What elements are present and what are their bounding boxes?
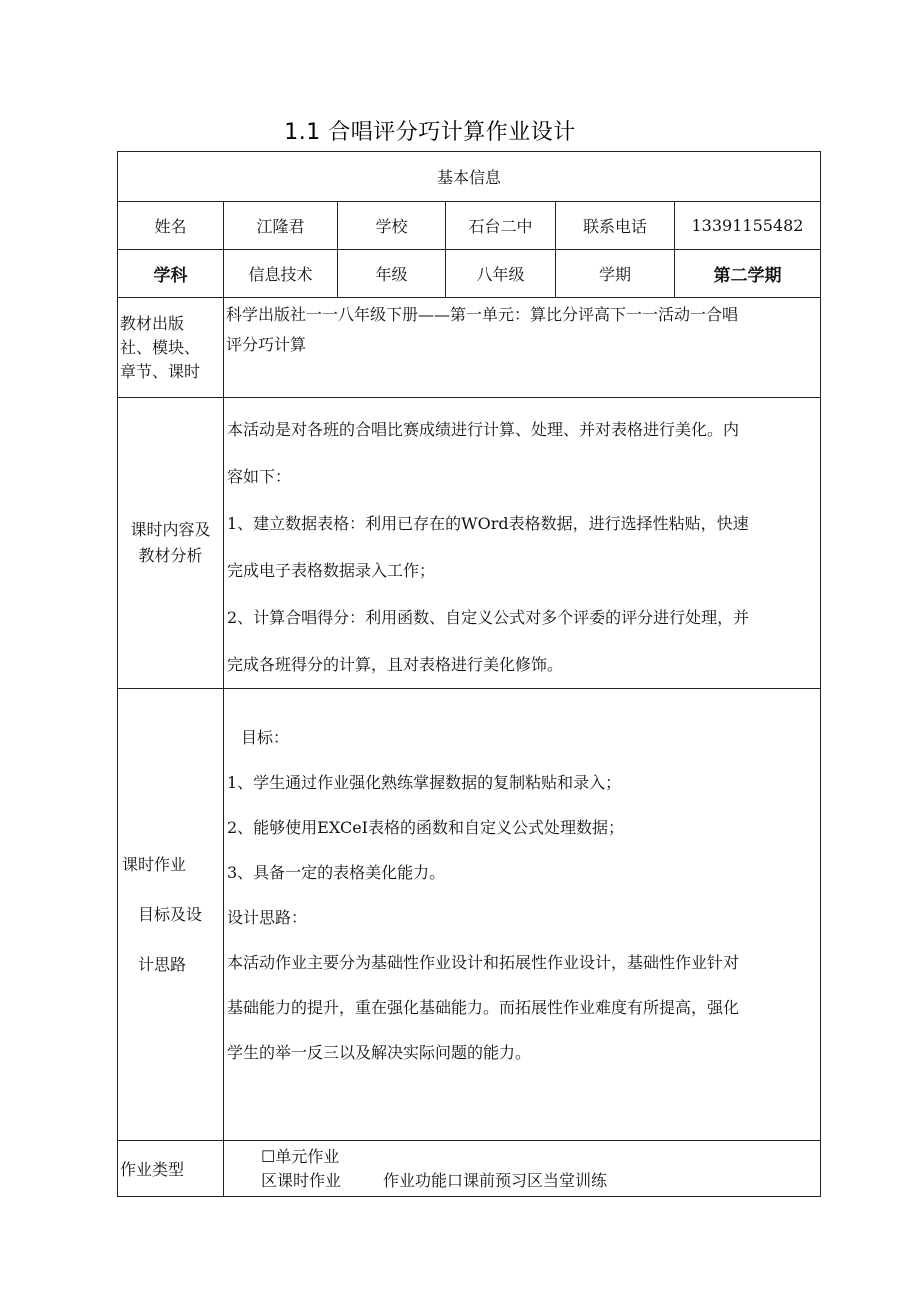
textbook-chapter-label [118,298,224,398]
textbook-chapter-label-line1: 教材出版 [120,313,185,333]
page-title: 1.1 合唱评分巧计算作业设计 [284,120,576,145]
goal-heading: 目标： [241,728,290,747]
homework-type-label: 作业类型 [118,1141,224,1197]
textbook-chapter-line1: 科学出版社一一八年级下册——第一单元：算比分评高下一一活动一合唱 [226,305,739,324]
homework-goals-label-line2: 目标及设 [138,904,203,924]
goal-item: 3、具备一定的表格美化能力。 [227,863,446,882]
homework-goals-label [118,689,224,1141]
content-line: 2、计算合唱得分：利用函数、自定义公式对多个评委的评分进行处理，并 [227,608,750,627]
homework-goals-row [118,689,821,1141]
basic-info-header-row [118,152,821,202]
design-line: 本活动作业主要分为基础性作业设计和拓展性作业设计，基础性作业针对 [227,953,740,972]
lesson-content-text [224,398,820,688]
personal-info-row [118,202,821,250]
name-label: 姓名 [118,202,224,250]
lesson-content-label [118,398,224,689]
lesson-content-label-line2: 教材分析 [138,546,203,565]
school-value: 石台二中 [446,202,556,250]
textbook-chapter-row [118,298,821,398]
goal-item: 2、能够使用EXCeI表格的函数和自定义公式处理数据； [227,818,625,837]
term-label: 学期 [556,250,675,298]
name-value: 江隆君 [224,202,338,250]
school-label: 学校 [338,202,446,250]
lesson-content-row [118,398,821,689]
design-line: 学生的举一反三以及解决实际问题的能力。 [227,1043,532,1062]
content-line: 完成电子表格数据录入工作； [227,561,436,580]
design-heading: 设计思路： [227,908,308,927]
phone-label: 联系电话 [556,202,675,250]
textbook-chapter-label-line2: 社、模块、 [120,337,201,357]
goal-item: 1、学生通过作业强化熟练掌握数据的复制粘贴和录入； [227,773,622,792]
homework-goals-body [224,689,821,1141]
option-line-2 [261,1169,820,1193]
lesson-content-label-line1: 课时内容及 [130,520,211,539]
content-line: 容如下： [227,467,292,486]
content-line: 本活动是对各班的合唱比赛成绩进行计算、处理、并对表格进行美化。内 [227,420,740,439]
homework-function-options: 作业功能口课前预习区当堂训练 [383,1170,608,1190]
homework-design-table [117,151,821,1197]
term-value: 第二学期 [675,250,821,298]
homework-goals-label-line3: 计思路 [138,954,187,974]
content-line: 完成各班得分的计算，且对表格进行美化修饰。 [227,655,564,674]
subject-info-row [118,250,821,298]
grade-value: 八年级 [446,250,556,298]
lesson-content-body [224,398,821,689]
homework-type-row [118,1141,821,1197]
grade-label: 年级 [338,250,446,298]
homework-goals-label-line1: 课时作业 [122,854,187,874]
textbook-chapter-label-line3: 章节、课时 [120,361,201,381]
textbook-chapter-content [224,298,821,398]
basic-info-header: 基本信息 [118,152,821,202]
homework-type-text [224,1145,820,1193]
textbook-chapter-line2: 评分巧计算 [226,335,307,354]
phone-value: 13391155482 [675,202,821,250]
homework-type-options [224,1141,821,1197]
option-lesson-homework: 区课时作业 [261,1170,342,1190]
subject-value: 信息技术 [224,250,338,298]
subject-label: 学科 [118,250,224,298]
homework-goals-text [224,689,820,1075]
option-unit-homework: ☐单元作业 [261,1146,340,1166]
content-line: 1、建立数据表格：利用已存在的WOrd表格数据，进行选择性粘贴，快速 [227,514,749,533]
design-line: 基础能力的提升，重在强化基础能力。而拓展性作业难度有所提高，强化 [227,998,740,1017]
